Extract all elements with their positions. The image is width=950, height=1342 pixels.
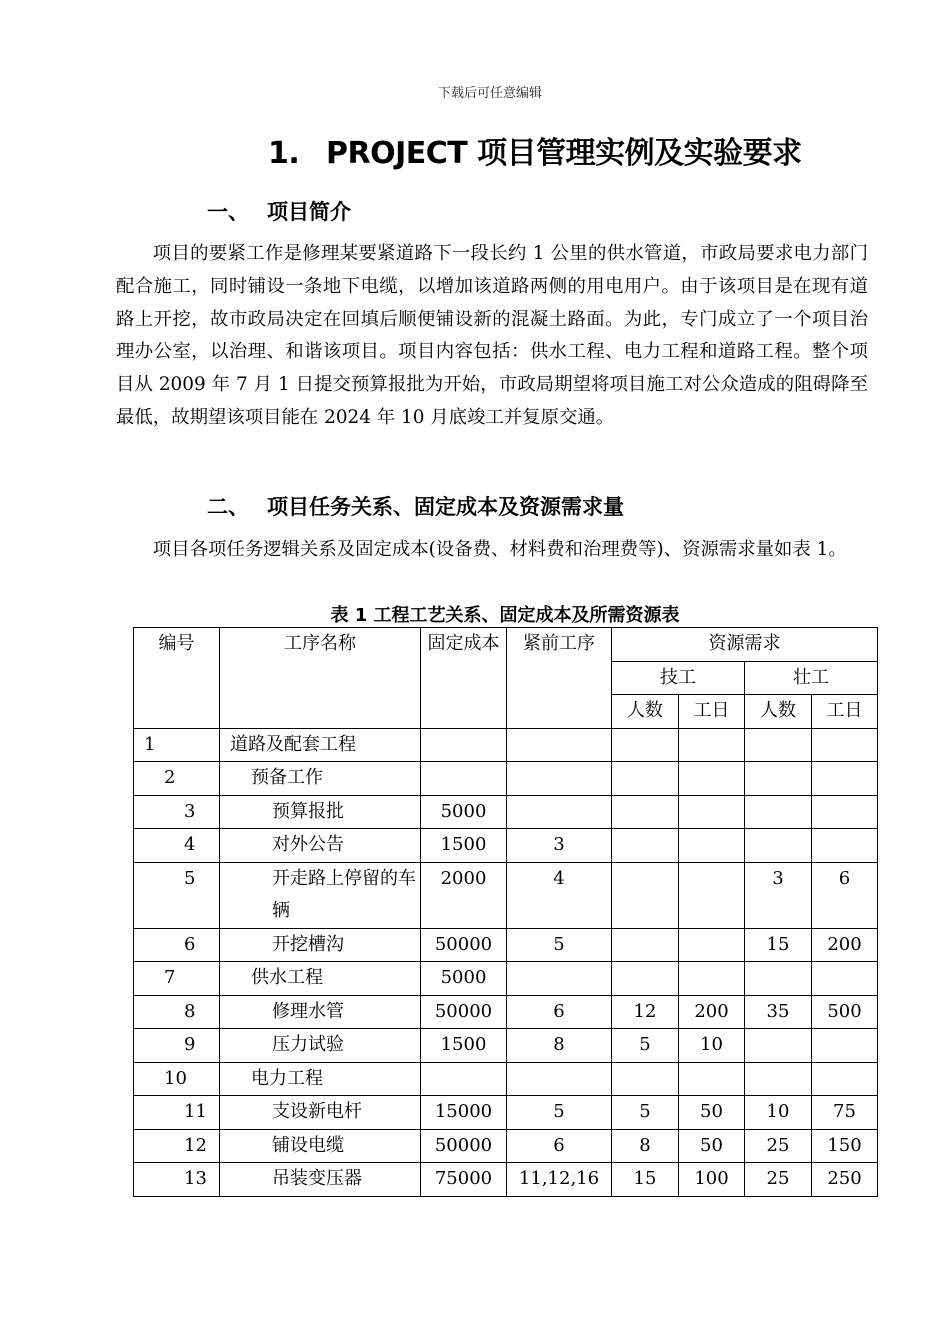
header-skilled-people: 人数	[612, 695, 679, 729]
cell-labor-people	[745, 728, 812, 762]
cell-skilled-people	[612, 928, 679, 962]
resource-table	[133, 627, 878, 1197]
cell-name: 开挖槽沟	[220, 928, 421, 962]
cell-labor-people	[745, 1029, 812, 1063]
cell-cost: 1500	[421, 1029, 507, 1063]
cell-skilled-days	[679, 728, 745, 762]
cell-skilled-people	[612, 795, 679, 829]
cell-skilled-people	[612, 862, 679, 928]
cell-labor-days	[812, 1029, 878, 1063]
cell-name: 预备工作	[220, 762, 421, 796]
cell-labor-people	[745, 829, 812, 863]
header-skilled-days: 工日	[679, 695, 745, 729]
section-title: 项目简介	[267, 200, 351, 224]
cell-id: 6	[134, 928, 220, 962]
cell-name: 预算报批	[220, 795, 421, 829]
cell-skilled-people: 15	[612, 1163, 679, 1197]
cell-predecessors	[507, 762, 612, 796]
cell-name: 对外公告	[220, 829, 421, 863]
cell-cost: 75000	[421, 1163, 507, 1197]
cell-labor-people: 25	[745, 1129, 812, 1163]
cell-labor-people: 35	[745, 995, 812, 1029]
cell-labor-people: 25	[745, 1163, 812, 1197]
cell-labor-people: 10	[745, 1096, 812, 1130]
cell-cost: 50000	[421, 1129, 507, 1163]
cell-labor-days: 500	[812, 995, 878, 1029]
cell-name: 供水工程	[220, 962, 421, 996]
cell-labor-days: 150	[812, 1129, 878, 1163]
title-number: 1.	[268, 136, 300, 171]
table-caption: 表 1 工程工艺关系、固定成本及所需资源表	[330, 605, 680, 626]
table-row	[134, 962, 878, 996]
section-title: 项目任务关系、固定成本及资源需求量	[267, 495, 624, 519]
cell-cost: 5000	[421, 962, 507, 996]
cell-predecessors: 4	[507, 862, 612, 928]
table-row	[134, 728, 878, 762]
tasks-paragraph: 项目各项任务逻辑关系及固定成本(设备费、材料费和治理费等)、资源需求量如表 1。	[152, 539, 847, 560]
cell-skilled-days	[679, 829, 745, 863]
cell-labor-people: 15	[745, 928, 812, 962]
cell-skilled-people: 5	[612, 1029, 679, 1063]
header-skilled: 技工	[612, 661, 745, 695]
cell-skilled-people	[612, 829, 679, 863]
table-row	[134, 862, 878, 928]
table-row	[134, 795, 878, 829]
cell-id: 1	[134, 728, 220, 762]
cell-labor-people	[745, 795, 812, 829]
cell-predecessors: 5	[507, 928, 612, 962]
cell-cost: 1500	[421, 829, 507, 863]
cell-skilled-days	[679, 862, 745, 928]
cell-id: 7	[134, 962, 220, 996]
section-heading-intro	[207, 196, 351, 226]
cell-skilled-days: 100	[679, 1163, 745, 1197]
cell-id: 13	[134, 1163, 220, 1197]
cell-skilled-days: 50	[679, 1129, 745, 1163]
cell-skilled-days	[679, 962, 745, 996]
cell-labor-days: 75	[812, 1096, 878, 1130]
cell-cost	[421, 762, 507, 796]
cell-cost	[421, 1062, 507, 1096]
header-labor-days: 工日	[812, 695, 878, 729]
header-note: 下载后可任意编辑	[437, 86, 542, 101]
cell-id: 11	[134, 1096, 220, 1130]
cell-predecessors: 6	[507, 995, 612, 1029]
document-title	[268, 128, 802, 172]
cell-predecessors	[507, 962, 612, 996]
cell-name: 支设新电杆	[220, 1096, 421, 1130]
cell-cost: 2000	[421, 862, 507, 928]
table-row	[134, 829, 878, 863]
cell-predecessors: 6	[507, 1129, 612, 1163]
cell-name: 开走路上停留的车辆	[220, 862, 421, 928]
cell-skilled-days	[679, 1062, 745, 1096]
cell-labor-people: 3	[745, 862, 812, 928]
header-resources: 资源需求	[612, 628, 878, 662]
cell-skilled-days: 200	[679, 995, 745, 1029]
cell-id: 8	[134, 995, 220, 1029]
cell-name: 修理水管	[220, 995, 421, 1029]
title-text: PROJECT 项目管理实例及实验要求	[326, 136, 802, 171]
header-fixed-cost: 固定成本	[421, 628, 507, 729]
table-row	[134, 928, 878, 962]
cell-id: 9	[134, 1029, 220, 1063]
cell-name: 吊装变压器	[220, 1163, 421, 1197]
cell-labor-days	[812, 829, 878, 863]
cell-labor-days: 200	[812, 928, 878, 962]
cell-labor-people	[745, 962, 812, 996]
cell-labor-days	[812, 762, 878, 796]
cell-skilled-people	[612, 1062, 679, 1096]
header-labor-people: 人数	[745, 695, 812, 729]
table-row	[134, 1096, 878, 1130]
intro-paragraph: 项目的要紧工作是修理某要紧道路下一段长约 1 公里的供水管道，市政局要求电力部门配合施工，同时铺设一条地下电缆，以增加该道路两侧的用电用户。由于该项目是在现有道路上开挖，故市政局决定在回填后顺便铺设新的混凝土路面。为此，专门成立了一个项目治理办公室，以治理、和谐该项目。项目内容包括：供水工程、电力工程和道路工程。整个项目从 2009 年 7 月 1 日提交预算报批为开始，市政局期望将项目施工对公众造成的阻碍降至最低，故期望该项目能在 2024 年 10 月底竣工并复原交通。	[116, 243, 868, 428]
cell-labor-days	[812, 795, 878, 829]
cell-id: 3	[134, 795, 220, 829]
cell-id: 2	[134, 762, 220, 796]
cell-labor-people	[745, 762, 812, 796]
table-row	[134, 1163, 878, 1197]
header-predecessors: 紧前工序	[507, 628, 612, 729]
table-row	[134, 995, 878, 1029]
table-row	[134, 1062, 878, 1096]
cell-name: 铺设电缆	[220, 1129, 421, 1163]
header-labor: 壮工	[745, 661, 878, 695]
cell-labor-days: 250	[812, 1163, 878, 1197]
section-number: 一、	[207, 200, 249, 224]
cell-predecessors	[507, 795, 612, 829]
cell-id: 12	[134, 1129, 220, 1163]
cell-cost: 5000	[421, 795, 507, 829]
cell-labor-days: 6	[812, 862, 878, 928]
table-row	[134, 1129, 878, 1163]
cell-id: 10	[134, 1062, 220, 1096]
cell-cost	[421, 728, 507, 762]
cell-cost: 15000	[421, 1096, 507, 1130]
cell-predecessors	[507, 1062, 612, 1096]
header-id: 编号	[134, 628, 220, 729]
cell-skilled-days: 50	[679, 1096, 745, 1130]
cell-skilled-people: 12	[612, 995, 679, 1029]
cell-labor-people	[745, 1062, 812, 1096]
table-row	[134, 1029, 878, 1063]
cell-skilled-people: 8	[612, 1129, 679, 1163]
cell-skilled-days: 10	[679, 1029, 745, 1063]
cell-name: 道路及配套工程	[220, 728, 421, 762]
section-number: 二、	[207, 495, 249, 519]
cell-skilled-people	[612, 728, 679, 762]
cell-labor-days	[812, 962, 878, 996]
cell-cost: 50000	[421, 995, 507, 1029]
cell-skilled-days	[679, 928, 745, 962]
cell-predecessors: 8	[507, 1029, 612, 1063]
cell-labor-days	[812, 728, 878, 762]
cell-skilled-people: 5	[612, 1096, 679, 1130]
header-name: 工序名称	[220, 628, 421, 729]
cell-skilled-days	[679, 762, 745, 796]
cell-skilled-days	[679, 795, 745, 829]
cell-id: 5	[134, 862, 220, 928]
cell-name: 电力工程	[220, 1062, 421, 1096]
cell-cost: 50000	[421, 928, 507, 962]
cell-labor-days	[812, 1062, 878, 1096]
cell-predecessors: 3	[507, 829, 612, 863]
cell-predecessors	[507, 728, 612, 762]
cell-predecessors: 11,12,16	[507, 1163, 612, 1197]
cell-skilled-people	[612, 962, 679, 996]
table-row	[134, 762, 878, 796]
cell-name: 压力试验	[220, 1029, 421, 1063]
cell-predecessors: 5	[507, 1096, 612, 1130]
cell-id: 4	[134, 829, 220, 863]
section-heading-tasks	[207, 491, 624, 521]
cell-skilled-people	[612, 762, 679, 796]
